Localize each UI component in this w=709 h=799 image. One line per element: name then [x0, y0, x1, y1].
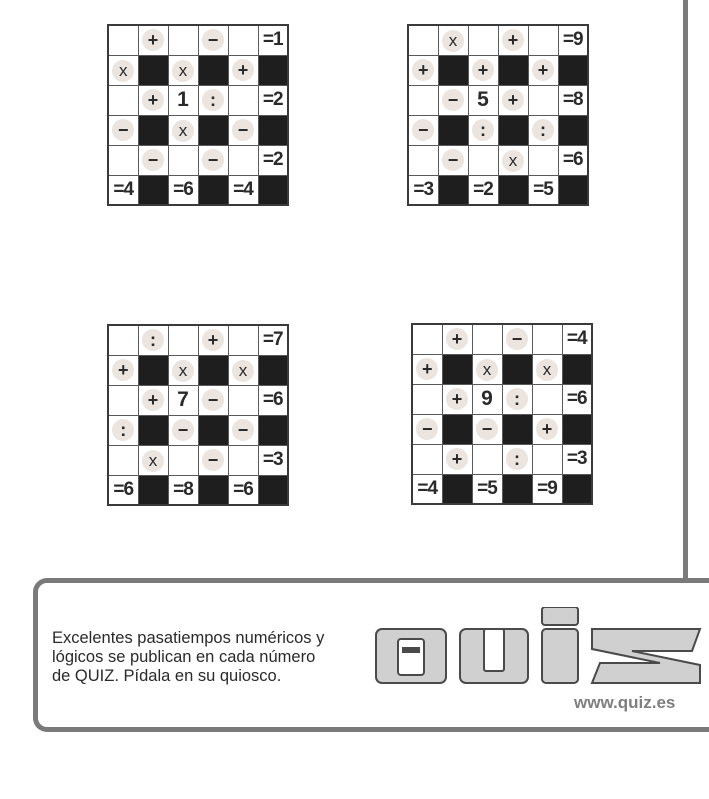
answer-cell[interactable] — [532, 324, 562, 354]
operator-cell — [138, 85, 168, 115]
answer-cell[interactable] — [228, 145, 258, 175]
operator-symbol: − — [442, 89, 464, 111]
result-cell: =2 — [468, 175, 498, 205]
operator-cell — [138, 385, 168, 415]
operator-cell — [438, 25, 468, 55]
result-cell: =9 — [532, 474, 562, 504]
answer-cell[interactable] — [412, 384, 442, 414]
operator-symbol: x — [172, 60, 194, 82]
result-cell: =2 — [258, 145, 288, 175]
operator-symbol: − — [476, 418, 498, 440]
operator-symbol: : — [506, 448, 528, 470]
operator-symbol: + — [446, 388, 468, 410]
answer-cell[interactable] — [408, 25, 438, 55]
operator-cell — [442, 444, 472, 474]
black-cell — [198, 355, 228, 385]
given-number-cell: 5 — [468, 85, 498, 115]
puzzle-grid-2 — [407, 24, 589, 206]
operator-cell — [502, 444, 532, 474]
answer-cell[interactable] — [168, 325, 198, 355]
result-cell: =4 — [108, 175, 138, 205]
operator-cell — [438, 85, 468, 115]
operator-symbol: − — [232, 119, 254, 141]
black-cell — [138, 175, 168, 205]
operator-symbol: x — [172, 120, 194, 142]
puzzle-row — [412, 444, 592, 474]
result-cell: =5 — [528, 175, 558, 205]
puzzle-row — [108, 115, 288, 145]
operator-symbol: − — [232, 419, 254, 441]
result-cell: =8 — [168, 475, 198, 505]
given-number-cell: 7 — [168, 385, 198, 415]
answer-cell[interactable] — [468, 25, 498, 55]
black-cell — [258, 355, 288, 385]
website-url[interactable]: www.quiz.es — [574, 693, 676, 712]
answer-cell[interactable] — [108, 85, 138, 115]
puzzle-row — [108, 85, 288, 115]
operator-cell — [438, 145, 468, 175]
result-cell: =4 — [412, 474, 442, 504]
answer-cell[interactable] — [408, 145, 438, 175]
black-cell — [258, 55, 288, 85]
result-cell: =6 — [562, 384, 592, 414]
operator-cell — [138, 145, 168, 175]
black-cell — [442, 354, 472, 384]
operator-cell — [168, 415, 198, 445]
operator-cell — [168, 115, 198, 145]
operator-cell — [168, 355, 198, 385]
operator-cell — [168, 55, 198, 85]
operator-symbol: x — [142, 450, 164, 472]
operator-cell — [198, 85, 228, 115]
operator-cell — [528, 55, 558, 85]
operator-symbol: : — [472, 119, 494, 141]
operator-cell — [108, 355, 138, 385]
quiz-logo — [374, 607, 704, 687]
black-cell — [138, 415, 168, 445]
result-cell: =1 — [258, 25, 288, 55]
operator-cell — [228, 355, 258, 385]
promo-line-1: Excelentes pasatiempos numéricos y — [52, 629, 325, 647]
black-cell — [562, 354, 592, 384]
puzzle-grid-3 — [107, 324, 289, 506]
black-cell — [258, 475, 288, 505]
operator-cell — [442, 384, 472, 414]
result-cell: =3 — [408, 175, 438, 205]
puzzle-row — [408, 145, 588, 175]
black-cell — [138, 115, 168, 145]
operator-cell — [138, 445, 168, 475]
operator-symbol: + — [446, 448, 468, 470]
operator-cell — [228, 55, 258, 85]
operator-cell — [108, 55, 138, 85]
operator-cell — [138, 25, 168, 55]
operator-symbol: + — [502, 89, 524, 111]
result-cell: =4 — [228, 175, 258, 205]
answer-cell[interactable] — [528, 145, 558, 175]
operator-symbol: : — [202, 89, 224, 111]
frame-right-border — [683, 0, 688, 580]
operator-cell — [532, 414, 562, 444]
black-cell — [498, 175, 528, 205]
puzzle-row — [108, 385, 288, 415]
operator-cell — [198, 385, 228, 415]
operator-symbol: x — [112, 60, 134, 82]
operator-cell — [532, 354, 562, 384]
black-cell — [438, 55, 468, 85]
operator-symbol: + — [472, 59, 494, 81]
result-cell: =4 — [562, 324, 592, 354]
operator-symbol: + — [502, 29, 524, 51]
puzzle-row — [108, 55, 288, 85]
operator-cell — [472, 414, 502, 444]
operator-cell — [408, 55, 438, 85]
black-cell — [198, 115, 228, 145]
puzzle-row — [108, 175, 288, 205]
operator-cell — [412, 354, 442, 384]
puzzle-grid-1 — [107, 24, 289, 206]
answer-cell[interactable] — [532, 384, 562, 414]
promo-line-3: de QUIZ. Pídala en su quiosco. — [52, 667, 282, 685]
black-cell — [198, 475, 228, 505]
black-cell — [498, 115, 528, 145]
operator-symbol: − — [202, 389, 224, 411]
operator-symbol: − — [506, 328, 528, 350]
given-number-cell: 1 — [168, 85, 198, 115]
answer-cell[interactable] — [168, 445, 198, 475]
operator-symbol: x — [172, 360, 194, 382]
result-cell: =6 — [108, 475, 138, 505]
operator-symbol: − — [416, 418, 438, 440]
puzzle-row — [108, 475, 288, 505]
promo-text — [52, 629, 382, 686]
operator-symbol: + — [142, 29, 164, 51]
operator-cell — [228, 415, 258, 445]
operator-symbol: − — [112, 119, 134, 141]
operator-symbol: − — [172, 419, 194, 441]
operator-cell — [468, 55, 498, 85]
black-cell — [562, 414, 592, 444]
operator-cell — [138, 325, 168, 355]
promo-line-2: lógicos se publican en cada número — [52, 648, 316, 666]
puzzle-row — [108, 25, 288, 55]
black-cell — [558, 115, 588, 145]
operator-cell — [468, 115, 498, 145]
answer-cell[interactable] — [228, 25, 258, 55]
black-cell — [502, 474, 532, 504]
operator-cell — [198, 25, 228, 55]
operator-cell — [498, 85, 528, 115]
operator-symbol: x — [536, 359, 558, 381]
answer-cell[interactable] — [228, 85, 258, 115]
operator-cell — [228, 115, 258, 145]
black-cell — [558, 175, 588, 205]
puzzle-grid-4 — [411, 323, 593, 505]
black-cell — [442, 474, 472, 504]
answer-cell[interactable] — [468, 145, 498, 175]
puzzle-row — [412, 354, 592, 384]
operator-symbol: + — [142, 389, 164, 411]
answer-cell[interactable] — [108, 25, 138, 55]
operator-symbol: + — [142, 89, 164, 111]
black-cell — [558, 55, 588, 85]
answer-cell[interactable] — [168, 25, 198, 55]
operator-symbol: − — [442, 149, 464, 171]
black-cell — [438, 175, 468, 205]
operator-symbol: + — [412, 59, 434, 81]
black-cell — [498, 55, 528, 85]
puzzle-row — [412, 474, 592, 504]
operator-cell — [498, 25, 528, 55]
operator-symbol: x — [476, 359, 498, 381]
puzzle-row — [108, 445, 288, 475]
operator-symbol: : — [112, 419, 134, 441]
puzzle-row — [408, 175, 588, 205]
black-cell — [502, 414, 532, 444]
answer-cell[interactable] — [168, 145, 198, 175]
operator-symbol: − — [412, 119, 434, 141]
operator-symbol: x — [232, 360, 254, 382]
operator-cell — [472, 354, 502, 384]
answer-cell[interactable] — [108, 385, 138, 415]
black-cell — [198, 55, 228, 85]
operator-symbol: − — [202, 29, 224, 51]
operator-cell — [412, 414, 442, 444]
answer-cell[interactable] — [228, 445, 258, 475]
operator-symbol: + — [532, 59, 554, 81]
answer-cell[interactable] — [412, 324, 442, 354]
answer-cell[interactable] — [532, 444, 562, 474]
operator-symbol: x — [442, 30, 464, 52]
answer-cell[interactable] — [228, 385, 258, 415]
result-cell: =7 — [258, 325, 288, 355]
answer-cell[interactable] — [108, 445, 138, 475]
operator-cell — [108, 415, 138, 445]
result-cell: =6 — [228, 475, 258, 505]
operator-cell — [108, 115, 138, 145]
result-cell: =3 — [258, 445, 288, 475]
result-cell: =8 — [558, 85, 588, 115]
black-cell — [258, 415, 288, 445]
black-cell — [258, 175, 288, 205]
operator-symbol: + — [232, 59, 254, 81]
operator-symbol: : — [142, 329, 164, 351]
puzzle-row — [108, 415, 288, 445]
answer-cell[interactable] — [228, 325, 258, 355]
black-cell — [138, 55, 168, 85]
operator-cell — [198, 145, 228, 175]
promo-box — [33, 578, 709, 732]
black-cell — [198, 175, 228, 205]
black-cell — [138, 355, 168, 385]
operator-symbol: − — [202, 149, 224, 171]
result-cell: =2 — [258, 85, 288, 115]
black-cell — [502, 354, 532, 384]
operator-symbol: − — [142, 149, 164, 171]
answer-cell[interactable] — [528, 25, 558, 55]
puzzle-row — [408, 115, 588, 145]
answer-cell[interactable] — [528, 85, 558, 115]
operator-cell — [442, 324, 472, 354]
black-cell — [198, 415, 228, 445]
black-cell — [438, 115, 468, 145]
answer-cell[interactable] — [108, 145, 138, 175]
result-cell: =3 — [562, 444, 592, 474]
operator-symbol: x — [502, 150, 524, 172]
black-cell — [138, 475, 168, 505]
puzzle-row — [108, 325, 288, 355]
puzzle-row — [108, 145, 288, 175]
result-cell: =6 — [558, 145, 588, 175]
puzzle-row — [108, 355, 288, 385]
puzzle-row — [408, 25, 588, 55]
operator-cell — [198, 325, 228, 355]
operator-symbol: + — [536, 418, 558, 440]
result-cell: =5 — [472, 474, 502, 504]
puzzle-row — [412, 324, 592, 354]
answer-cell[interactable] — [472, 324, 502, 354]
result-cell: =6 — [258, 385, 288, 415]
black-cell — [442, 414, 472, 444]
operator-symbol: + — [416, 358, 438, 380]
operator-cell — [502, 324, 532, 354]
operator-symbol: − — [202, 449, 224, 471]
operator-cell — [408, 115, 438, 145]
result-cell: =6 — [168, 175, 198, 205]
answer-cell[interactable] — [108, 325, 138, 355]
operator-symbol: + — [112, 359, 134, 381]
operator-cell — [198, 445, 228, 475]
answer-cell[interactable] — [408, 85, 438, 115]
operator-symbol: + — [446, 328, 468, 350]
puzzle-row — [408, 55, 588, 85]
operator-cell — [528, 115, 558, 145]
black-cell — [258, 115, 288, 145]
puzzle-row — [412, 384, 592, 414]
puzzle-row — [408, 85, 588, 115]
black-cell — [562, 474, 592, 504]
given-number-cell: 9 — [472, 384, 502, 414]
operator-cell — [498, 145, 528, 175]
result-cell: =9 — [558, 25, 588, 55]
operator-symbol: : — [532, 119, 554, 141]
answer-cell[interactable] — [412, 444, 442, 474]
operator-symbol: : — [506, 388, 528, 410]
operator-symbol: + — [202, 329, 224, 351]
answer-cell[interactable] — [472, 444, 502, 474]
puzzle-row — [412, 414, 592, 444]
operator-cell — [502, 384, 532, 414]
